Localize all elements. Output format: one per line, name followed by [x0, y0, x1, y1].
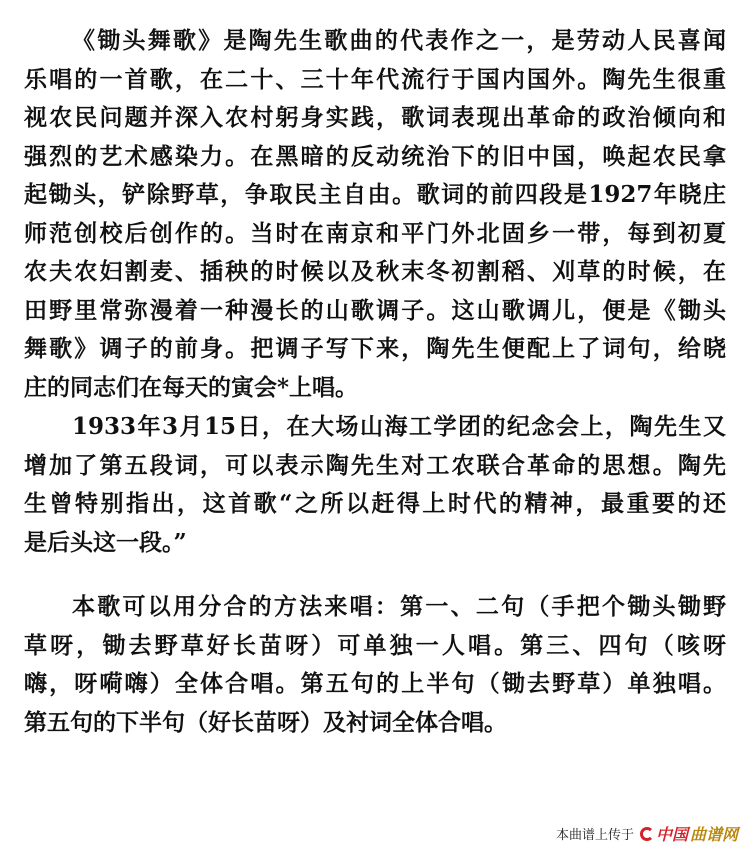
text-line: 第五句的下半句（好长苗呀）及衬词全体合唱。	[24, 708, 507, 736]
text-line: 乐唱的一首歌，在二十、三十年代流行于国内国外。陶先生很重	[24, 65, 726, 93]
text-line: 生曾特别指出，这首歌“之所以赶得上时代的精神，最重要的还	[24, 490, 726, 517]
text-line: 起锄头，铲除野草，争取民主自由。歌词的前四段是1927年晓庄	[24, 181, 726, 208]
text-line: 草呀，锄去野草好长苗呀）可单独一人唱。第三、四句（咳呀	[24, 631, 726, 659]
paragraph-1933	[24, 408, 726, 562]
text-line: 舞歌》调子的前身。把调子写下来，陶先生便配上了词句，给晓	[24, 335, 726, 362]
logo-text-b: 曲谱网	[689, 825, 738, 844]
text-line: 《锄头舞歌》是陶先生歌曲的代表作之一，是劳动人民喜闻	[72, 27, 726, 54]
text-line: 庄的同志们在每天的寅会*上唱。	[24, 373, 359, 401]
text-line: 农夫农妇割麦、插秧的时候以及秋末冬初割稻、刈草的时候，在	[24, 258, 726, 285]
watermark	[556, 822, 738, 845]
text-line: 本歌可以用分合的方法来唱：第一、二句（手把个锄头锄野	[72, 593, 726, 620]
document-body	[24, 22, 726, 742]
site-logo	[640, 822, 738, 845]
logo-mark-icon	[640, 827, 654, 841]
text-line: 增加了第五段词，可以表示陶先生对工农联合革命的思想。陶先	[24, 451, 726, 479]
paragraph-intro	[24, 22, 726, 407]
text-line: 师范创校后创作的。当时在南京和平门外北固乡一带，每到初夏	[24, 219, 726, 247]
logo-text-a: 中国	[655, 825, 688, 844]
watermark-prefix: 本曲谱上传于	[555, 828, 634, 843]
paragraph-singing-method	[24, 588, 726, 742]
text-line: 是后头这一段。”	[24, 528, 187, 556]
text-line: 田野里常弥漫着一种漫长的山歌调子。这山歌调儿，便是《锄头	[24, 296, 726, 324]
text-line: 嗨，呀嗬嗨）全体合唱。第五句的上半句（锄去野草）单独唱。	[24, 670, 726, 697]
text-line: 1933年3月15日，在大场山海工学团的纪念会上，陶先生又	[72, 413, 726, 440]
text-line: 强烈的艺术感染力。在黑暗的反动统治下的旧中国，唤起农民拿	[24, 142, 726, 170]
text-line: 视农民问题并深入农村躬身实践，歌词表现出革命的政治倾向和	[24, 104, 726, 131]
